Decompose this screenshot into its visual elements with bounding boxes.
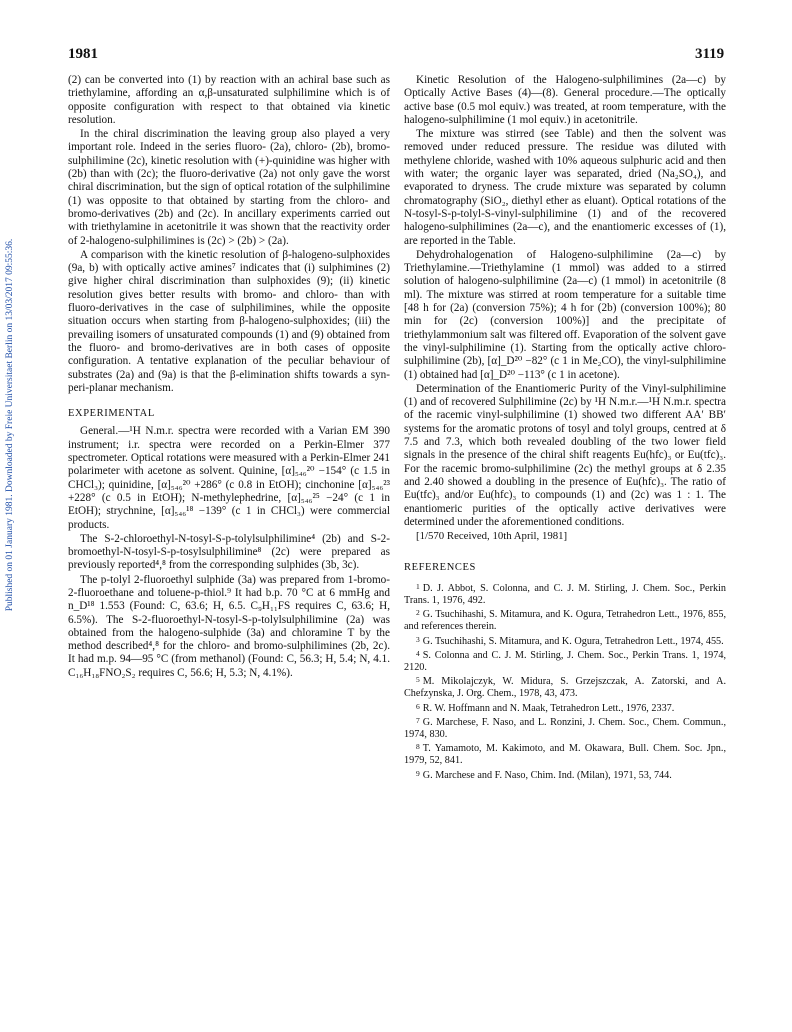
reference-number: 7 <box>416 715 420 725</box>
reference-item <box>404 634 726 648</box>
experimental-paragraph: The p-tolyl 2-fluoroethyl sulphide (3a) was prepared from 1-bromo-2-fluoroethane and toluene-p-thiol.⁹ It had b.p. 70 °C at 6 mmHg and n_D¹⁸ 1.553 (Found: C, 63.6; H, 6.5. C₉H₁₁FS requires C, 63.6; H, 6.5%). The S-2-fluoroethyl-N-tosyl-S-p-tolylsulphilimine (2a) was obtained from the halogeno-sulphide (3a) and chloramine T by the method described⁴,⁸ for the chloro- and bromo-sulphilimines (2b, 2c). It had m.p. 94—95 °C (from methanol) (Found: C, 56.3; H, 5.4; N, 4.1. C₁₆H₁₈FNO₂S₂ requires C, 56.6; H, 5.3; N, 4.1%). <box>68 573 390 679</box>
experimental-paragraph: The S-2-chloroethyl-N-tosyl-S-p-tolylsulphilimine⁴ (2b) and S-2-bromoethyl-N-tosyl-S-p-tosylsulphilimine⁸ (2c) were prepared as previously reported⁴,⁸ from the corresponding sulphides (3b, 3c). <box>68 532 390 572</box>
body-paragraph: A comparison with the kinetic resolution of β-halogeno-sulphoxides (9a, b) with optically active amines⁷ indicates that (i) sulphimines (2) give higher chiral discrimination than sulphoxides (9); (ii) kinetic resolution gives better results with bromo- and chloro- than with fluoro-derivatives in the case of sulphilimines, while the opposite situation occurs when starting from β-halogeno-sulphoxides; (iii) the prevailing isomers of unsaturated compounds (1) and (9) obtained from the fluoro- and bromo-derivatives are in both cases of opposite configuration. A tentative explanation of the peculiar behaviour of substrates (2a) and (9a) is that the β-elimination shifts towards a syn-peri-planar mechanism. <box>68 248 390 394</box>
body-paragraph: Determination of the Enantiomeric Purity of the Vinyl-sulphilimine (1) and of recovered Sulphilimine (2c) by ¹H N.m.r.—¹H N.m.r. spectra of the racemic vinyl-sulphilimine (1) showed two different AA′ BB′ systems for the aromatic protons of tosyl and tolyl groups, centred at δ 7.5 and 7.3, which both revealed doubling of the two lower field signals in the presence of the chiral shift reagents Eu(hfc)₃ or Eu(tfc)₃. For the racemic bromo-sulphilimine (2c) the methyl groups at δ 2.35 and 2.40 showed a doubling in the presence of Eu(hfc)₃. The ratio of Eu(tfc)₃ and/or Eu(hfc)₃ to compounds (1) and (2c) was 1 : 1. The enantiomeric purities of the optically active derivatives were determined under the aforementioned conditions. <box>404 382 726 528</box>
reference-text: R. W. Hoffmann and N. Maak, Tetrahedron Lett., 1976, 2337. <box>422 702 675 714</box>
reference-number: 9 <box>416 768 420 778</box>
reference-text: M. Mikolajczyk, W. Midura, S. Grzejszczak, A. Zatorski, and A. Chefzynska, J. Org. Chem., 1978, 43, 473. <box>404 676 726 700</box>
left-column <box>68 74 390 681</box>
right-column <box>404 74 726 782</box>
body-paragraph: Kinetic Resolution of the Halogeno-sulphilimines (2a—c) by Optically Active Bases (4)—(8). General procedure.—The optically active base (0.5 mol equiv.) was treated, at room temperature, with the halogeno-sulphilimine (1 mol equiv.) in acetonitrile. <box>404 74 726 126</box>
experimental-paragraph: General.—¹H N.m.r. spectra were recorded with a Varian EM 390 instrument; i.r. spectra were recorded on a Perkin-Elmer 377 spectrometer. Optical rotations were measured with a Perkin-Elmer 241 polarimeter with acetone as solvent. Quinine, [α]₅₄₆²⁰ −154° (c 1.5 in CHCl₃); quinidine, [α]₅₄₆²⁰ +286° (c 0.8 in EtOH); cinchonine [α]₅₄₆²³ +228° (c 0.5 in EtOH); N-methylephedrine, [α]₅₄₆²⁵ −24° (c 1 in EtOH); strychnine, [α]₅₄₆¹⁸ −139° (c 1 in CHCl₃) were commercial products. <box>68 425 390 531</box>
reference-number: 4 <box>416 648 420 658</box>
sidebar-notice-text[interactable]: Published on 01 January 1981. Downloaded by Freie Universitaet Berlin on 13/03/2017 09:55:36. <box>5 238 15 612</box>
reference-number: 8 <box>416 742 420 752</box>
body-paragraph: (2) can be converted into (1) by reaction with an achiral base such as triethylamine, affording an α,β-unsaturated sulphilimine which is of opposite configuration with respect to that obtained via kinetic resolution. <box>68 74 390 126</box>
reference-text: G. Marchese, F. Naso, and L. Ronzini, J. Chem. Soc., Chem. Commun., 1974, 830. <box>404 716 726 740</box>
reference-item <box>404 674 726 700</box>
body-paragraph: The mixture was stirred (see Table) and then the solvent was removed under reduced pressure. The residue was diluted with methylene chloride, washed with 10% aqueous sulphuric acid and then with water; the organic layer was separated, dried (Na₂SO₄), and evaporated to dryness. The crude mixture was separated by column chromatography (SiO₂, diethyl ether as eluant). Optical rotations of the N-tosyl-S-p-tolyl-S-vinyl-sulphilimine (1) and of the recovered halogeno-sulphilimines (2a—c), and the enantiomeric excesses of (1), are reported in the Table. <box>404 128 726 247</box>
reference-item <box>404 581 726 607</box>
journal-year: 1981 <box>68 46 98 62</box>
reference-item <box>404 715 726 741</box>
reference-number: 3 <box>416 634 420 644</box>
page-number: 3119 <box>695 46 725 62</box>
reference-text: S. Colonna and C. J. M. Stirling, J. Chem. Soc., Perkin Trans. 1, 1974, 2120. <box>404 649 726 673</box>
section-heading-experimental: EXPERIMENTAL <box>68 408 155 420</box>
reference-number: 2 <box>416 608 420 618</box>
body-paragraph: Dehydrohalogenation of Halogeno-sulphilimine (2a—c) by Triethylamine.—Triethylamine (1 mmol) was added to a stirred solution of halogeno-sulphilimine (2a—c) (1 mmol) in acetonitrile (8 ml). The mixture was stirred at room temperature for a suitable time [48 h for (2a) (conversion 75%); 4 h for (2b) (conversion 100%); 80 min for (2c) (conversion 100%)] and the precipitate of triethylammonium salt was filtered off. Evaporation of the solvent gave the vinyl-sulphilimine (1). Starting from the optically active chloro-sulphilimine (2b), [α]_D²⁰ −82° (c 1 in Me₂CO), the vinyl-sulphilimine (1) obtained had [α]_D²⁰ −113° (c 1 in acetone). <box>404 248 726 381</box>
reference-item <box>404 648 726 674</box>
received-note: [1/570 Received, 10th April, 1981] <box>416 530 568 543</box>
reference-number: 1 <box>416 581 420 591</box>
sidebar-notice[interactable] <box>4 190 16 660</box>
references-heading: REFERENCES <box>404 562 476 574</box>
reference-number: 6 <box>416 701 420 711</box>
reference-item <box>404 741 726 767</box>
reference-text: D. J. Abbot, S. Colonna, and C. J. M. Stirling, J. Chem. Soc., Perkin Trans. 1, 1976, 492. <box>404 582 726 606</box>
reference-text: T. Yamamoto, M. Kakimoto, and M. Okawara, Bull. Chem. Soc. Jpn., 1979, 52, 841. <box>404 743 726 767</box>
reference-number: 5 <box>416 675 420 685</box>
reference-list <box>404 581 726 782</box>
reference-item <box>404 701 726 715</box>
reference-item <box>404 768 726 782</box>
reference-text: G. Tsuchihashi, S. Mitamura, and K. Ogura, Tetrahedron Lett., 1976, 855, and references therein. <box>404 609 726 633</box>
reference-text: G. Tsuchihashi, S. Mitamura, and K. Ogura, Tetrahedron Lett., 1974, 455. <box>422 635 724 647</box>
reference-item <box>404 607 726 633</box>
body-paragraph: In the chiral discrimination the leaving group also played a very important role. Indeed in the series fluoro- (2a), chloro- (2b), bromo-sulphilimine (2c), kinetic resolution with (+)-quinidine was higher with (2b) than with (2c); the fluoro-derivative (2a) not only gave the worst chiral discrimination, but the sign of optical rotation of the sulphilimine (1) was opposite to that obtained by starting from the chloro- and bromo-derivatives (2b) and (2c). In ancillary experiments carried out with triethylamine in acetonitrile it was shown that the reactivity order of 2-halogeno-sulphilimines is (2c) > (2b) > (2a). <box>68 128 390 247</box>
reference-text: G. Marchese and F. Naso, Chim. Ind. (Milan), 1971, 53, 744. <box>422 769 672 781</box>
